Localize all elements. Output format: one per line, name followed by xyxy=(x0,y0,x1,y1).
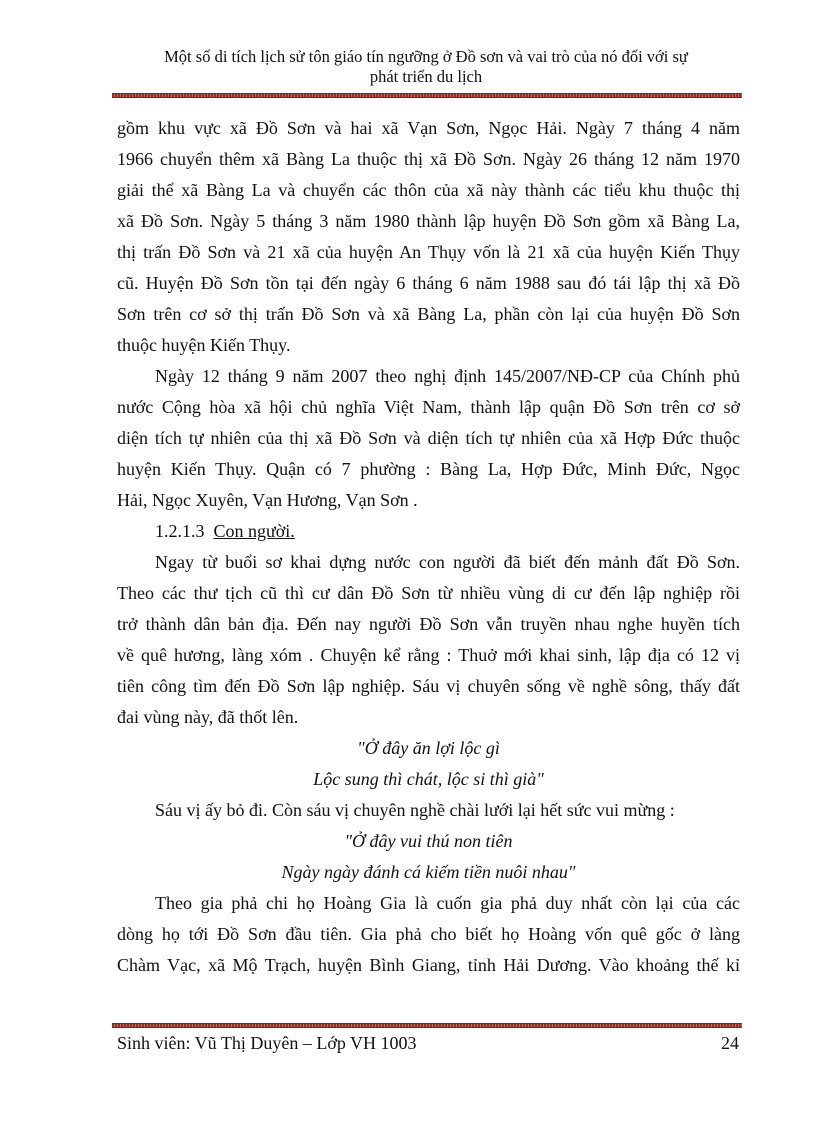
page-footer xyxy=(117,1032,739,1054)
body-line: 1966 chuyển thêm xã Bàng La thuộc thị xã Đồ Sơn. Ngày 26 tháng 12 năm 1970 xyxy=(117,149,740,169)
body-line: Theo các thư tịch cũ thì cư dân Đồ Sơn từ nhiều vùng di cư đến lập nghiệp rồi xyxy=(117,583,740,603)
body-line: Hải, Ngọc Xuyên, Vạn Hương, Vạn Sơn . xyxy=(117,490,418,510)
header-title-line-2: phát triển du lịch xyxy=(369,67,483,86)
verse-line: "Ở đây vui thú non tiên xyxy=(344,831,513,851)
body-line: đai vùng này, đã thốt lên. xyxy=(117,707,299,727)
body-line: về quê hương, làng xóm . Chuyện kể rằng : Thuở mới khai sinh, lập địa có 12 vị xyxy=(117,645,740,665)
body-line: huyện Kiến Thụy. Quận có 7 phường : Bàng La, Hợp Đức, Minh Đức, Ngọc xyxy=(117,459,740,479)
verse-line: "Ở đây ăn lợi lộc gì xyxy=(357,738,500,758)
body-line: xã Đồ Sơn. Ngày 5 tháng 3 năm 1980 thành lập huyện Đồ Sơn gồm xã Bàng La, xyxy=(117,211,740,231)
header-title-line-1: Một số di tích lịch sử tôn giáo tín ngưỡng ở Đồ sơn và vai trò của nó đối với sự xyxy=(164,47,688,66)
section-title: Con người. xyxy=(213,521,295,541)
body-line: diện tích tự nhiên của thị xã Đồ Sơn và diện tích tự nhiên của xã Hợp Đức thuộc xyxy=(117,428,740,448)
body-line: Ngay từ buổi sơ khai dựng nước con người đã biết đến mảnh đất Đồ Sơn. xyxy=(155,552,740,572)
body-line: gồm khu vực xã Đồ Sơn và hai xã Vạn Sơn, Ngọc Hải. Ngày 7 tháng 4 năm xyxy=(117,118,740,138)
body-line: Theo gia phả chi họ Hoàng Gia là cuốn gia phả duy nhất còn lại của các xyxy=(155,893,740,913)
section-number: 1.2.1.3 xyxy=(155,521,205,541)
page-header xyxy=(112,47,740,87)
body-line: Ngày 12 tháng 9 năm 2007 theo nghị định 145/2007/NĐ-CP của Chính phủ xyxy=(155,366,740,386)
body-line: trở thành dân bản địa. Đến nay người Đồ Sơn vẫn truyền nhau nghe huyền tích xyxy=(117,614,740,634)
body-line: dòng họ tới Đồ Sơn đầu tiên. Gia phả cho biết họ Hoàng vốn quê gốc ở làng xyxy=(117,924,740,944)
document-body xyxy=(117,113,740,981)
body-line: thị trấn Đồ Sơn và 21 xã của huyện An Thụy vốn là 21 xã của huyện Kiến Thụy xyxy=(117,242,740,262)
footer-student: Sinh viên: Vũ Thị Duyên – Lớp VH 1003 xyxy=(117,1033,417,1053)
body-line: Sơn trên cơ sở thị trấn Đồ Sơn và xã Bàng La, phần còn lại của huyện Đồ Sơn xyxy=(117,304,740,324)
verse-line: Ngày ngày đánh cá kiếm tiền nuôi nhau" xyxy=(281,862,576,882)
body-line: thuộc huyện Kiến Thụy. xyxy=(117,335,291,355)
body-line: giải thể xã Bàng La và chuyển các thôn của xã này thành các tiểu khu thuộc thị xyxy=(117,180,740,200)
body-line: cũ. Huyện Đồ Sơn tồn tại đến ngày 6 tháng 6 năm 1988 sau đó tái lập thị xã Đồ xyxy=(117,273,740,293)
body-line: Sáu vị ấy bỏ đi. Còn sáu vị chuyên nghề chài lưới lại hết sức vui mừng : xyxy=(155,800,675,820)
verse-line: Lộc sung thì chát, lộc si thì già" xyxy=(313,769,544,789)
page-number: 24 xyxy=(721,1033,739,1053)
body-line: Chàm Vạc, xã Mộ Trạch, huyện Bình Giang, tỉnh Hải Dương. Vào khoảng thế kỉ xyxy=(117,955,740,975)
body-line: nước Cộng hòa xã hội chủ nghĩa Việt Nam, thành lập quận Đồ Sơn trên cơ sở xyxy=(117,397,740,417)
section-heading xyxy=(117,516,740,547)
header-rule xyxy=(112,93,742,98)
body-line: tiên công tìm đến Đồ Sơn lập nghiệp. Sáu vị chuyên sống về nghề sông, thấy đất xyxy=(117,676,740,696)
footer-rule xyxy=(112,1023,742,1028)
